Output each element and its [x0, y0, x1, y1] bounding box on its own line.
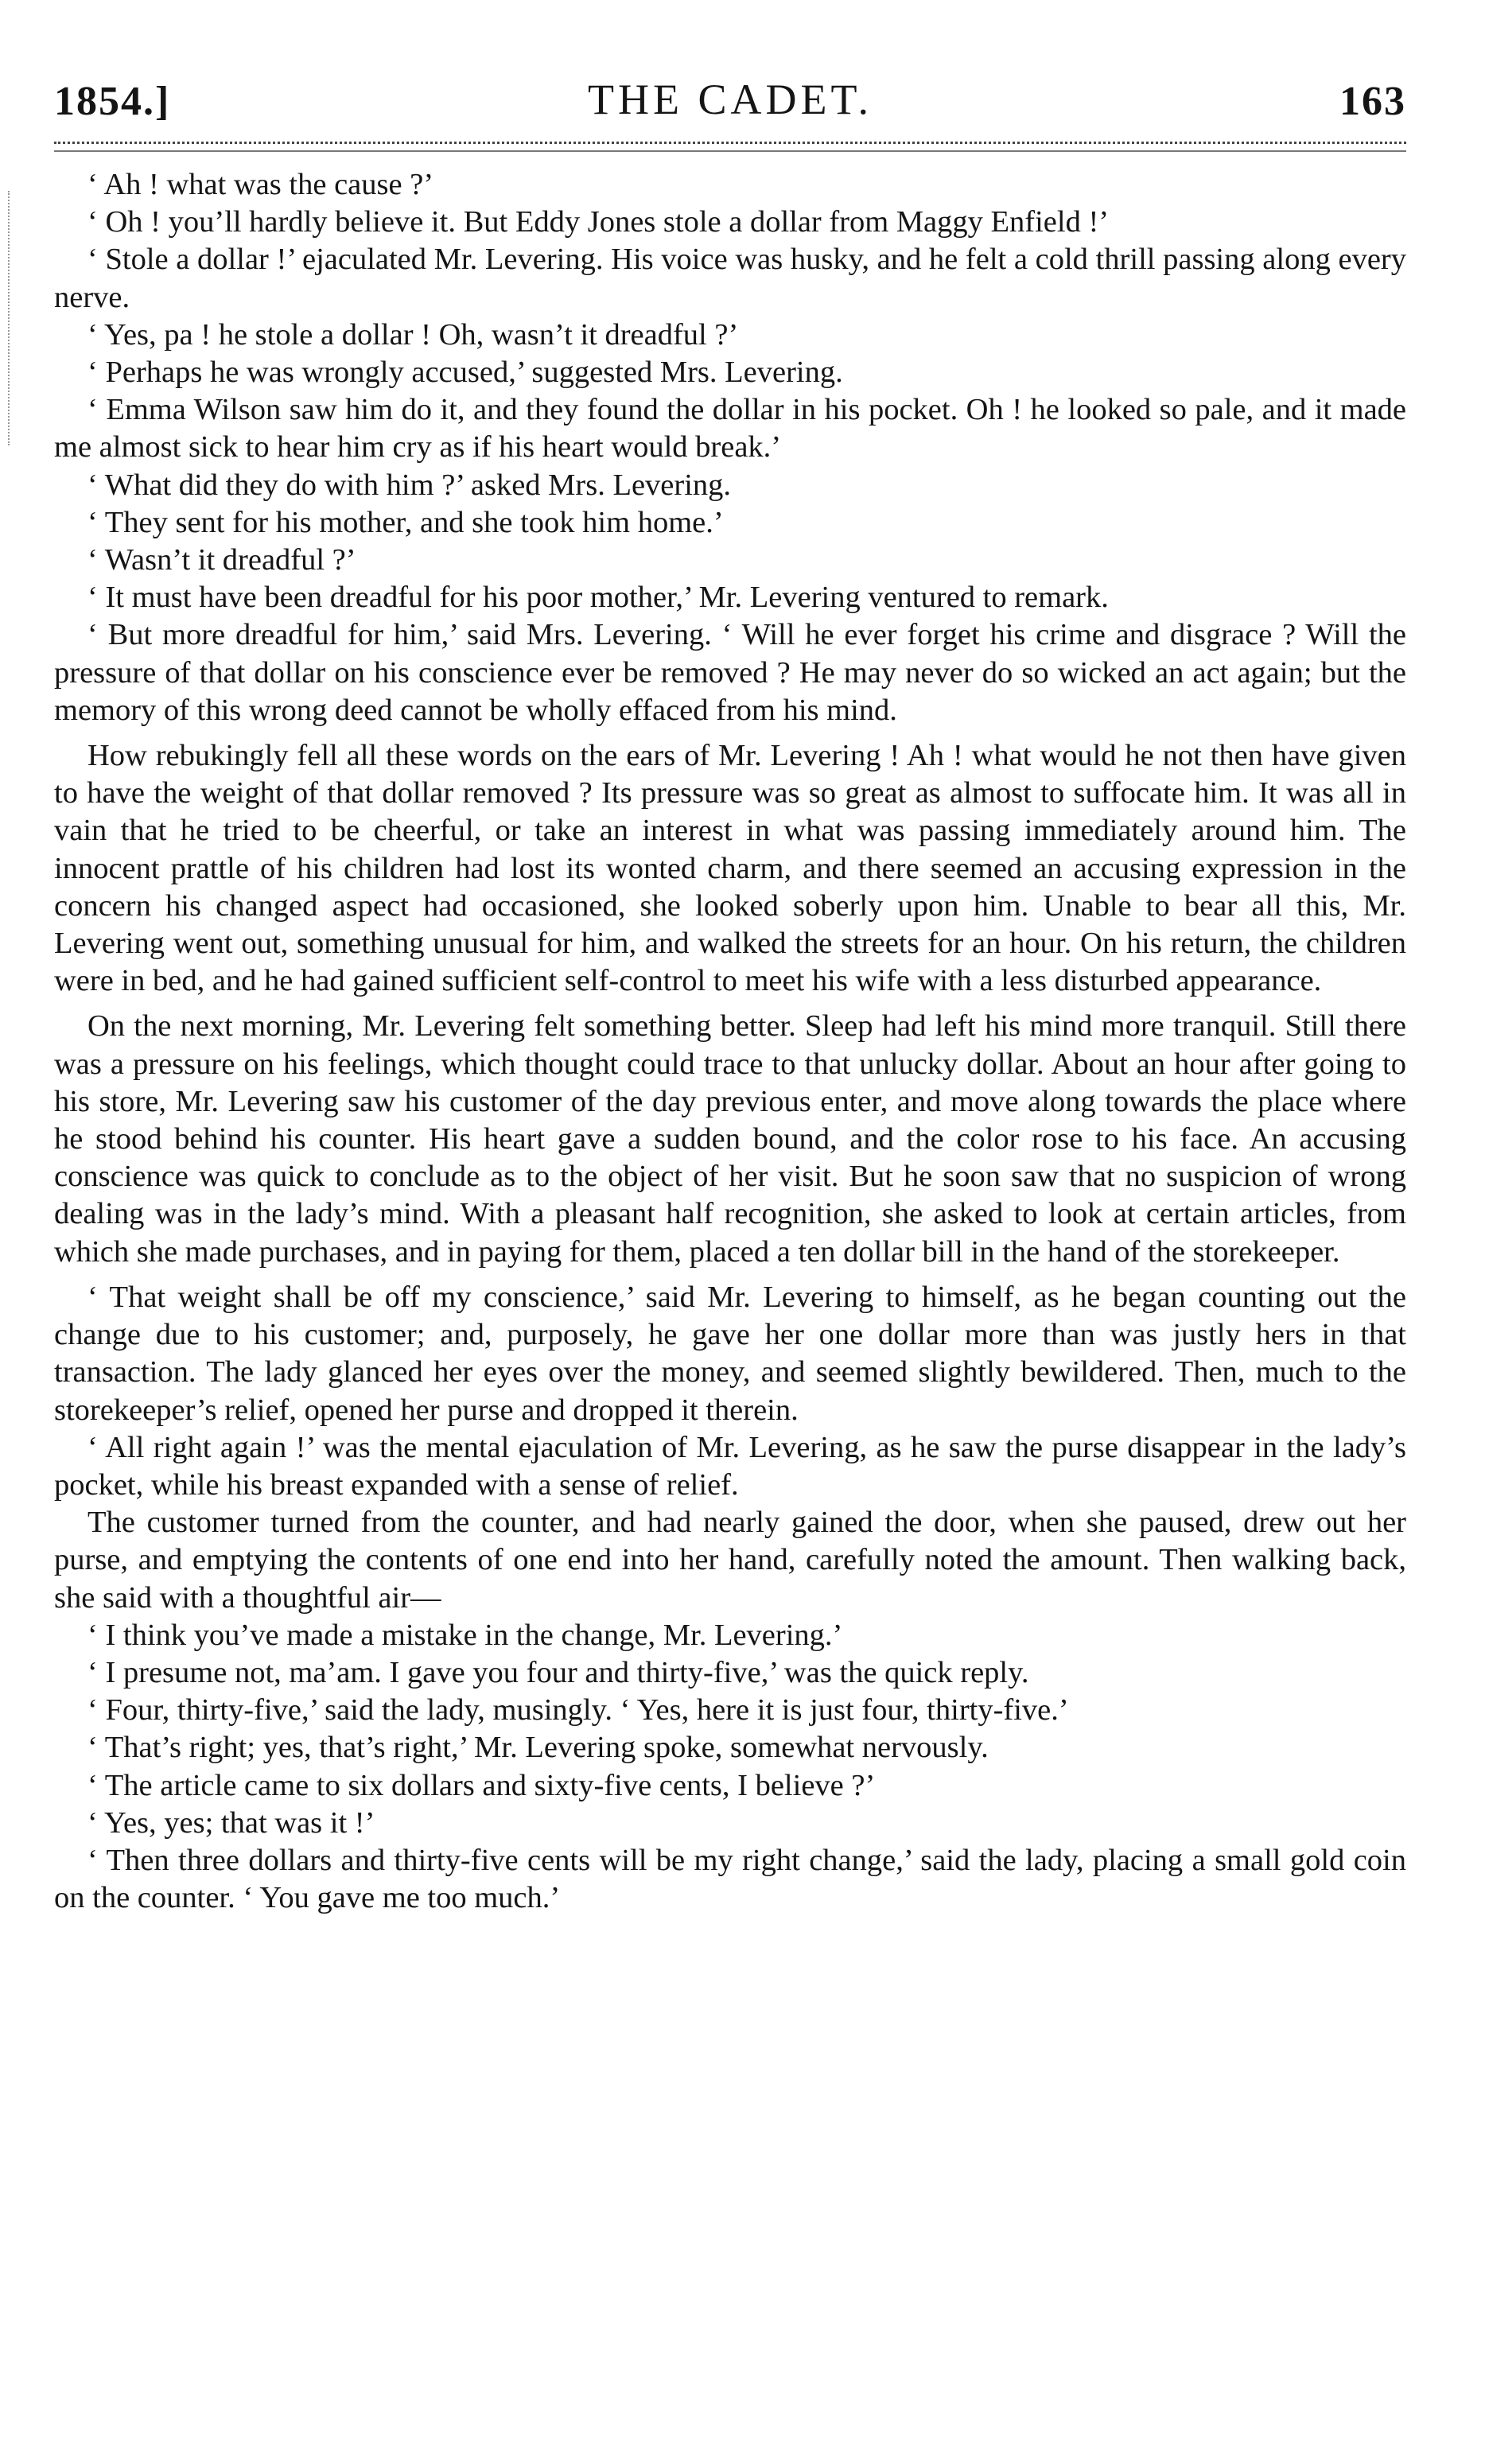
dialogue-line: ‘ What did they do with him ?’ asked Mrs. Levering. [87, 468, 732, 502]
dialogue-line: ‘ Emma Wilson saw him do it, and they found the dollar in his pocket. Oh ! he looked so pale, and it made me almost sick to hear him cry as if his heart would break.’ [54, 393, 1406, 464]
dialogue-line: ‘ They sent for his mother, and she took him home.’ [87, 505, 724, 539]
dialogue-line: ‘ Stole a dollar !’ ejaculated Mr. Levering. His voice was husky, and he felt a cold thrill passing along every nerve. [54, 243, 1406, 314]
page-number: 163 [1339, 79, 1406, 124]
header-rule [54, 142, 1406, 152]
dialogue-line: ‘ Wasn’t it dreadful ?’ [87, 543, 356, 577]
dialogue-line: ‘ Then three dollars and thirty-five cents will be my right change,’ said the lady, placing a small gold coin on the counter. ‘ You gave me too much.’ [54, 1843, 1406, 1915]
dialogue-line: ‘ Ah ! what was the cause ?’ [87, 168, 434, 201]
dialogue-line: ‘ That’s right; yes, that’s right,’ Mr. Levering spoke, somewhat nervously. [87, 1731, 989, 1765]
running-head [54, 72, 1406, 137]
narrative-paragraph: ‘ That weight shall be off my conscience,’ said Mr. Levering to himself, as he began counting out the change due to his customer; and, purposely, he gave her one dollar more than was justly hers in that transaction. The lady glanced her eyes over the money, and seemed slightly bewildered. Then, much to the storekeeper’s relief, opened her purse and dropped it therein. [54, 1280, 1406, 1427]
page-year: 1854.] [54, 79, 171, 124]
narrative-paragraph: On the next morning, Mr. Levering felt something better. Sleep had left his mind more tranquil. Still there was a pressure on his feelings, which thought could trace to that unlucky dollar. About an hour after going to his store, Mr. Levering saw his customer of the day previous enter, and move along towards the place where he stood behind his counter. His heart gave a sudden bound, and the color rose to his face. An accusing conscience was quick to conclude as to the object of her visit. But he soon saw that no suspicion of wrong dealing was in the lady’s mind. With a pleasant half recognition, she asked to look at certain articles, from which she made purchases, and in paying for them, placed a ten dollar bill in the hand of the storekeeper. [54, 1009, 1406, 1269]
dialogue-line: ‘ Yes, pa ! he stole a dollar ! Oh, wasn’t it dreadful ?’ [87, 317, 739, 352]
dialogue-line: ‘ But more dreadful for him,’ said Mrs. Levering. ‘ Will he ever forget his crime and disgrace ? Will the pressure of that dollar on his conscience ever be removed ? He may never do so wicked an act again; but the memory of this wrong deed cannot be wholly effaced from his mind. [54, 618, 1406, 727]
dialogue-line: ‘ The article came to six dollars and sixty-five cents, I believe ?’ [87, 1768, 876, 1802]
book-page [54, 72, 1406, 1917]
narrative-paragraph: The customer turned from the counter, and had nearly gained the door, when she paused, drew out her purse, and emptying the contents of one end into her hand, carefully noted the amount. Then walking back, she said with a thoughtful air— [54, 1506, 1406, 1615]
dialogue-line: ‘ All right again !’ was the mental ejaculation of Mr. Levering, as he saw the purse disappear in the lady’s pocket, while his breast expanded with a sense of relief. [54, 1430, 1406, 1502]
dialogue-line: ‘ Four, thirty-five,’ said the lady, musingly. ‘ Yes, here it is just four, thirty-five.’ [87, 1693, 1069, 1728]
narrative-paragraph: How rebukingly fell all these words on the ears of Mr. Levering ! Ah ! what would he not then have given to have the weight of that dollar removed ? Its pressure was so great as almost to suffocate him. It was all in vain that he tried to be cheerful, or take an interest in what was passing immediately around him. The innocent prattle of his children had lost its wonted charm, and there seemed an accusing expression in the concern his changed aspect had occasioned, she looked soberly upon him. Unable to bear all this, Mr. Levering went out, something unusual for him, and walked the streets for an hour. On his return, the children were in bed, and he had gained sufficient self-control to meet his wife with a less disturbed appearance. [54, 739, 1406, 998]
dialogue-line: ‘ I presume not, ma’am. I gave you four and thirty-five,’ was the quick reply. [87, 1655, 1029, 1689]
dialogue-line: ‘ I think you’ve made a mistake in the change, Mr. Levering.’ [87, 1618, 843, 1652]
page-title: THE CADET. [588, 76, 873, 123]
dialogue-line: ‘ Perhaps he was wrongly accused,’ suggested Mrs. Levering. [87, 356, 843, 390]
story-text [54, 166, 1406, 1917]
dialogue-line: ‘ Yes, yes; that was it !’ [87, 1805, 375, 1840]
dialogue-line: ‘ It must have been dreadful for his poor mother,’ Mr. Levering ventured to remark. [87, 581, 1109, 615]
margin-marks [8, 191, 19, 445]
dialogue-line: ‘ Oh ! you’ll hardly believe it. But Eddy Jones stole a dollar from Maggy Enfield !’ [87, 205, 1110, 239]
